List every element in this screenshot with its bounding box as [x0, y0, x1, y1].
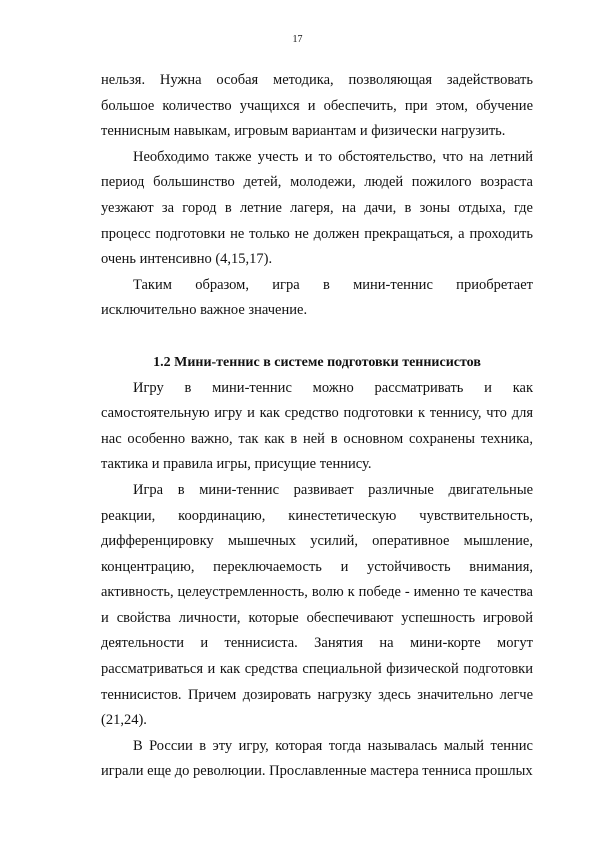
- paragraph-mini-tennis-benefits: Игра в мини-теннис развивает различные двигательные реакции, координацию, кинестетическую чувствительность, дифференцировку мышечных усилий, оперативное мышление, концентрацию, переключаемость и устойчивость внимания, активность, целеустремленность, волю к победе - именно те качества и свойства личности, которые обеспечивают успешность игровой деятельности и теннисиста. Занятия на мини-корте могут рассматриваться и как средства специальной физической подготовки теннисистов. Причем дозировать нагрузку здесь значительно легче (21,24).: [101, 481, 533, 729]
- paragraph-conclusion: Таким образом, игра в мини-теннис приобретает исключительно важное значение.: [101, 276, 533, 319]
- paragraph-summer-period: Необходимо также учесть и то обстоятельство, что на летний период большинство детей, молодежи, людей пожилого возраста уезжают за город в летние лагеря, на дачи, в зоны отдыха, где процесс подготовки не только не должен прекращаться, а проходить очень интенсивно (4,15,17).: [101, 148, 533, 268]
- page-number: 17: [292, 34, 303, 45]
- paragraph-history: В России в эту игру, которая тогда называлась малый теннис играли еще до революции. Прославленные мастера тенниса прошлых: [101, 737, 533, 780]
- paragraph-mini-tennis-intro: Игру в мини-теннис можно рассматривать и как самостоятельную игру и как средство подготовки к теннису, что для нас особенно важно, так как в ней в основном сохранены техника, тактика и правила игры, присущие теннису.: [101, 379, 533, 473]
- paragraph-continuation: нельзя. Нужна особая методика, позволяющая задействовать большое количество учащихся и обеспечить, при этом, обучение теннисным навыкам, игровым вариантам и физически нагрузить.: [101, 72, 533, 140]
- section-heading: 1.2 Мини-теннис в системе подготовки теннисистов: [153, 354, 481, 370]
- body-text: [101, 68, 533, 785]
